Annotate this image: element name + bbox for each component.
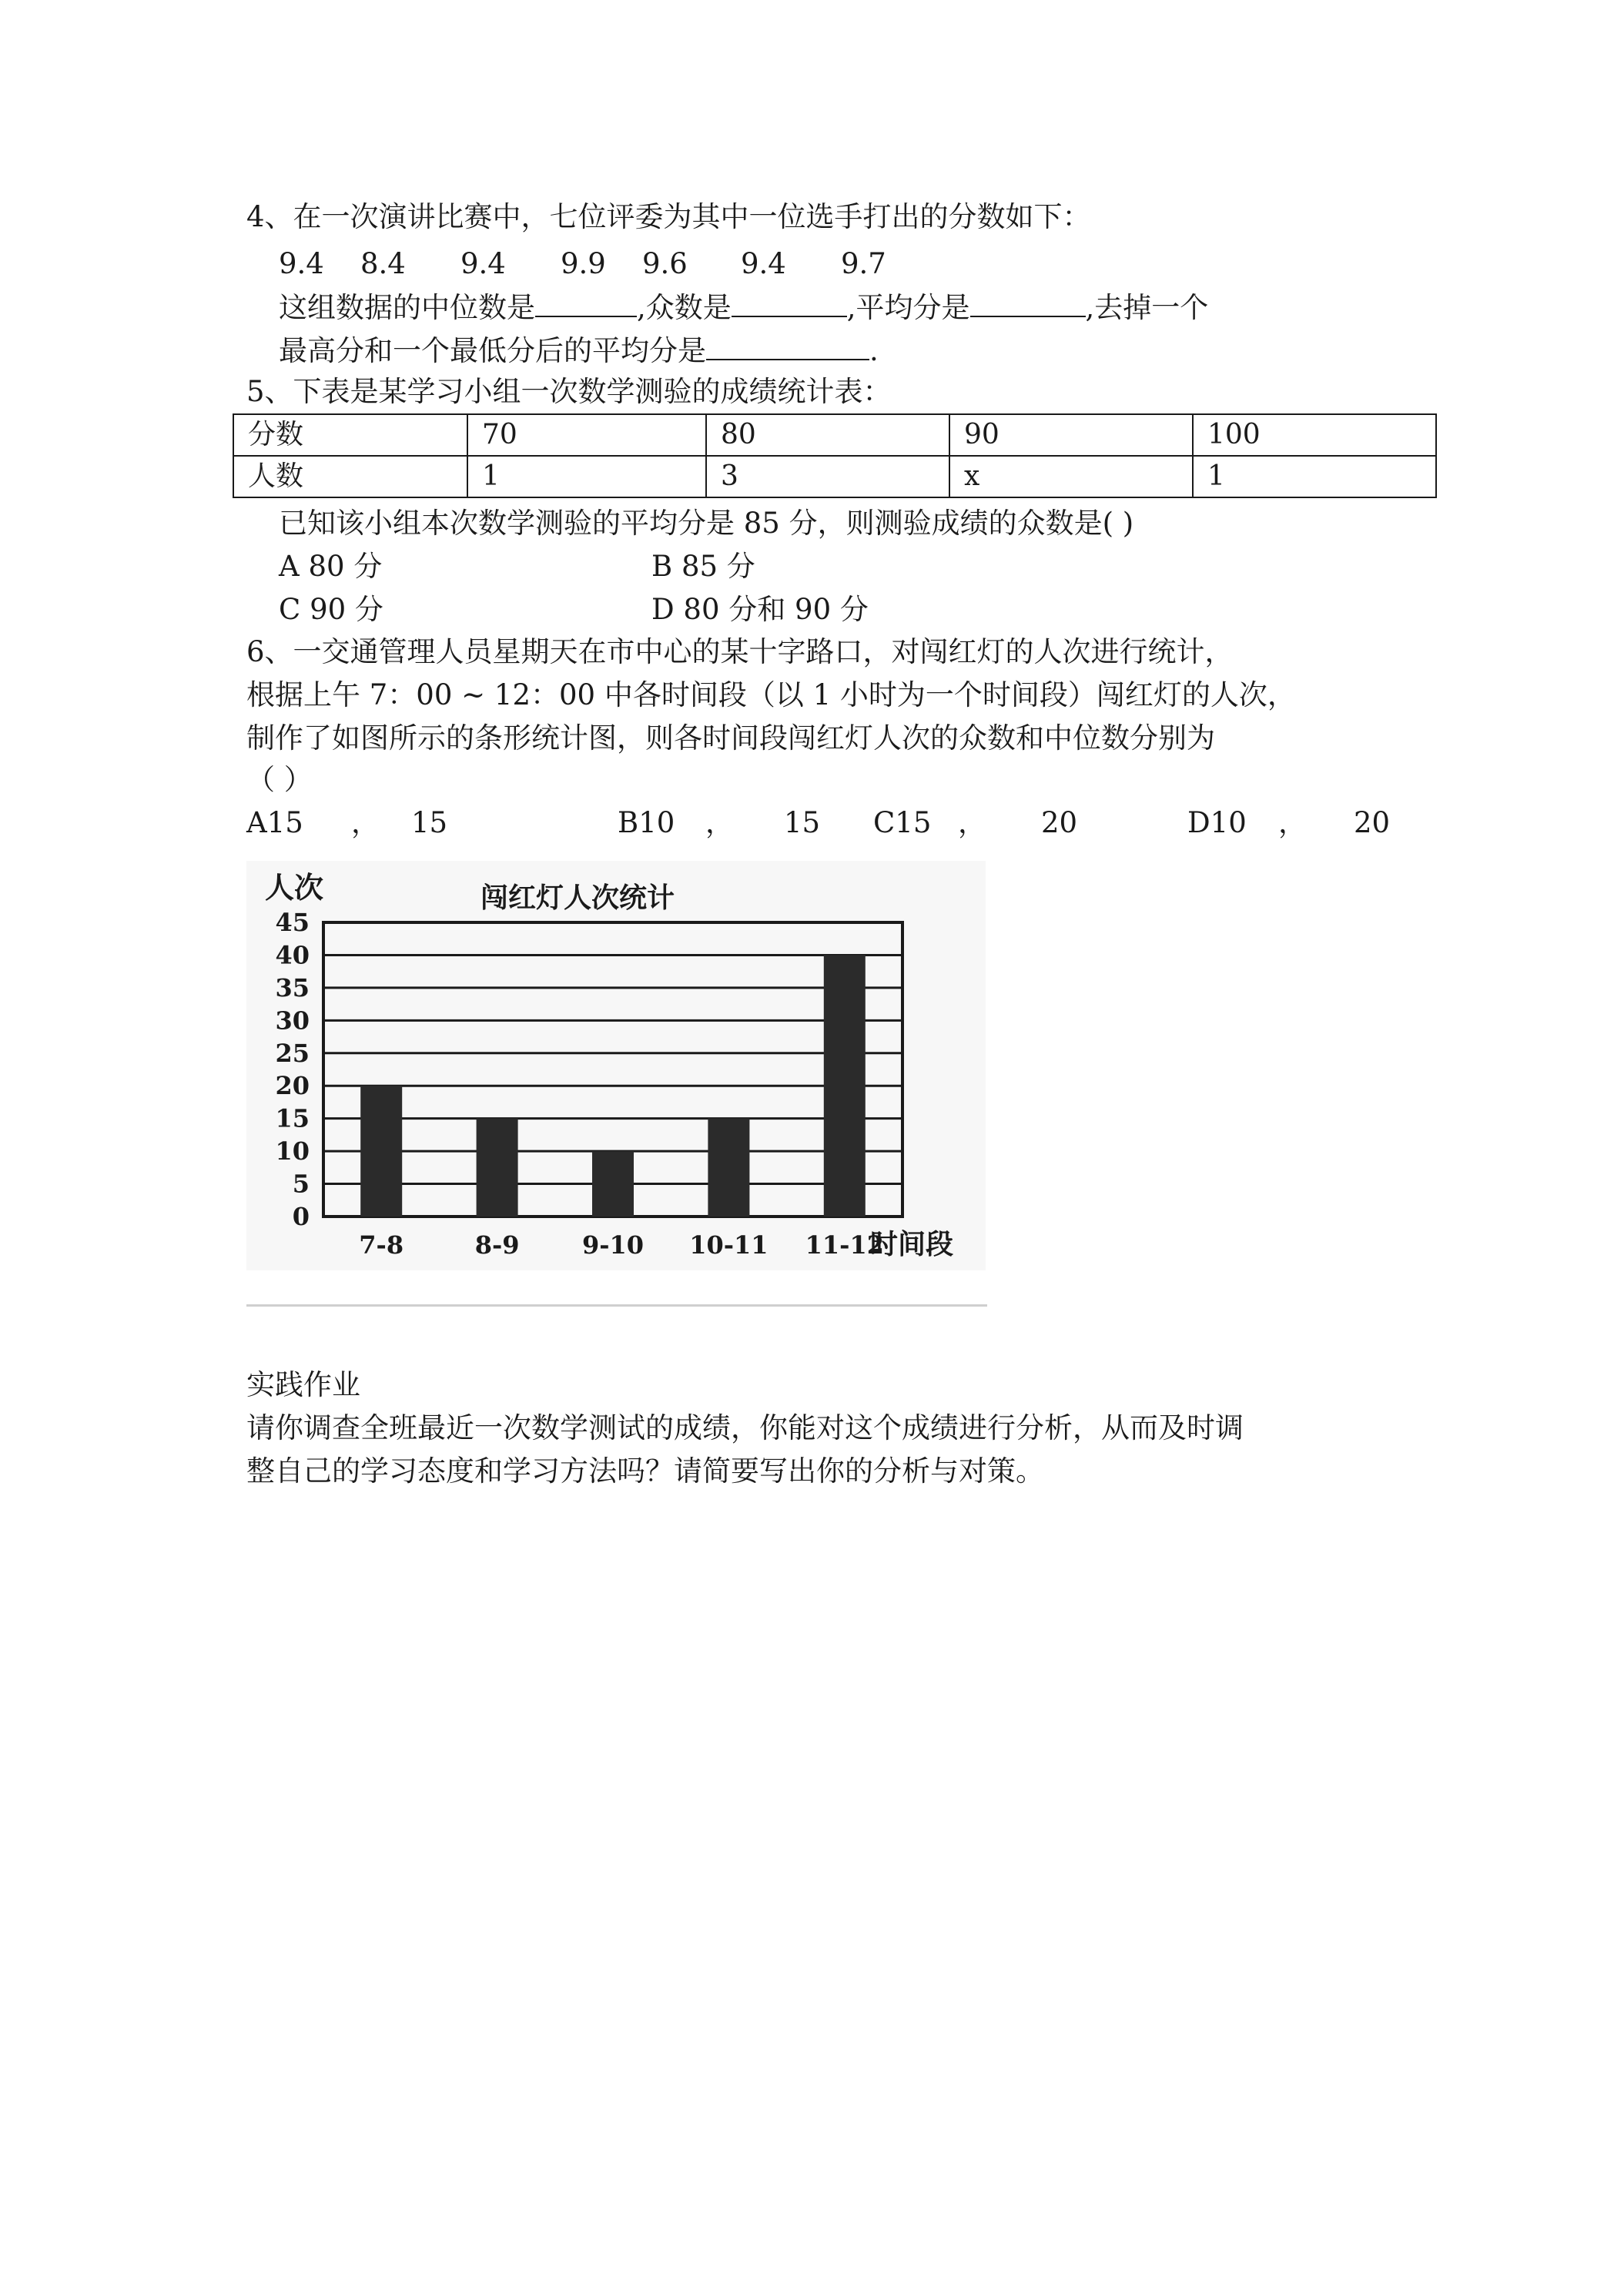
- median-answer-blank[interactable]: [535, 288, 637, 317]
- q4-text: 最高分和一个最低分后的平均分是: [279, 334, 706, 367]
- q4-score: 9.4: [741, 247, 786, 280]
- section-divider: [246, 1304, 987, 1307]
- q4-score: 9.7: [841, 247, 886, 280]
- table-cell: 1: [1193, 456, 1436, 497]
- red-light-bar-chart: [246, 861, 986, 1270]
- chart-y-tick-label: 40: [275, 940, 310, 970]
- q6-option-a-sep: ，: [351, 806, 380, 839]
- chart-bar: [824, 955, 866, 1217]
- chart-x-ticks: [359, 1230, 884, 1260]
- chart-y-ticks: [275, 908, 310, 1231]
- q5-stem: 已知该小组本次数学测验的平均分是 85 分，则测验成绩的众数是( ): [279, 507, 1134, 540]
- chart-x-tick-label: 9-10: [581, 1230, 645, 1260]
- q4-text: ,众数是: [637, 291, 732, 324]
- chart-y-tick-label: 25: [275, 1038, 310, 1068]
- chart-bar: [708, 1119, 749, 1217]
- q6-option-c-sep: ，: [958, 806, 986, 839]
- q6-option-d-sep: ，: [1278, 806, 1307, 839]
- chart-bar: [592, 1151, 634, 1217]
- practice-text-line: 请你调查全班最近一次数学测试的成绩，你能对这个成绩进行分析，从而及时调: [246, 1411, 1244, 1444]
- q5-option-a[interactable]: A 80 分: [279, 550, 383, 583]
- table-cell: 90: [949, 414, 1193, 456]
- practice-heading: 实践作业: [246, 1368, 360, 1401]
- table-cell: 人数: [233, 456, 467, 497]
- chart-x-tick-label: 7-8: [359, 1230, 404, 1260]
- q6-text-line: 制作了如图所示的条形统计图，则各时间段闯红灯人次的众数和中位数分别为: [246, 721, 1215, 755]
- q6-text-line: 6、一交通管理人员星期天在市中心的某十字路口，对闯红灯的人次进行统计，: [246, 635, 1234, 668]
- table-cell: 分数: [233, 414, 467, 456]
- q6-option-d-letter[interactable]: D10: [1187, 806, 1247, 839]
- q5-option-c[interactable]: C 90 分: [279, 593, 383, 626]
- q6-option-b-sep: ，: [705, 806, 734, 839]
- q4-question-line-2: [279, 331, 879, 370]
- table-cell: 70: [467, 414, 706, 456]
- chart-y-axis-label: 人次: [265, 870, 324, 905]
- q6-text-line: （ ）: [246, 763, 313, 796]
- q6-option-c-value: 20: [1041, 806, 1078, 839]
- q4-text: ,平均分是: [846, 291, 970, 324]
- q6-option-b-letter[interactable]: B10: [618, 806, 675, 839]
- chart-y-tick-label: 5: [292, 1169, 310, 1199]
- chart-title: 闯红灯人次统计: [480, 882, 675, 914]
- q4-score: 8.4: [360, 247, 406, 280]
- chart-y-tick-label: 20: [275, 1071, 310, 1101]
- trimmed-mean-answer-blank[interactable]: [706, 331, 869, 360]
- q5-option-b[interactable]: B 85 分: [651, 550, 755, 583]
- chart-bar: [477, 1119, 518, 1217]
- practice-text-line: 整自己的学习态度和学习方法吗？请简要写出你的分析与对策。: [246, 1454, 1044, 1488]
- chart-bar: [360, 1086, 402, 1217]
- chart-y-tick-label: 30: [275, 1006, 310, 1036]
- chart-y-tick-label: 35: [275, 972, 310, 1002]
- q4-score: 9.9: [561, 247, 606, 280]
- table-row: [233, 456, 1436, 497]
- table-cell: 100: [1193, 414, 1436, 456]
- q5-option-d[interactable]: D 80 分和 90 分: [651, 593, 869, 626]
- mode-answer-blank[interactable]: [732, 288, 847, 317]
- q6-option-c-letter[interactable]: C15: [873, 806, 932, 839]
- table-cell: 80: [706, 414, 949, 456]
- q4-text: 这组数据的中位数是: [279, 291, 535, 324]
- q4-question-line: [279, 288, 1208, 327]
- table-row: [233, 414, 1436, 456]
- q4-score: 9.4: [279, 247, 324, 280]
- mean-answer-blank[interactable]: [970, 288, 1086, 317]
- table-cell: 3: [706, 456, 949, 497]
- chart-x-tick-label: 8-9: [474, 1230, 520, 1260]
- q6-text-line: 根据上午 7：00 ~ 12：00 中各时间段（以 1 小时为一个时间段）闯红灯的人次，: [246, 678, 1296, 711]
- chart-x-axis-label: 时间段: [870, 1228, 954, 1260]
- chart-y-tick-label: 10: [275, 1136, 310, 1166]
- score-statistics-table: [233, 413, 1437, 498]
- q6-option-d-value: 20: [1354, 806, 1391, 839]
- q4-text: .: [869, 334, 879, 367]
- chart-y-tick-label: 45: [275, 908, 310, 937]
- chart-y-tick-label: 0: [292, 1202, 310, 1231]
- q4-prompt: 4、在一次演讲比赛中，七位评委为其中一位选手打出的分数如下：: [246, 200, 1091, 233]
- q6-option-a-letter[interactable]: A15: [246, 806, 303, 839]
- q4-score: 9.6: [642, 247, 688, 280]
- q5-prompt: 5、下表是某学习小组一次数学测验的成绩统计表：: [246, 375, 892, 408]
- chart-x-tick-label: 11-12: [805, 1230, 884, 1260]
- q4-text: ,去掉一个: [1085, 291, 1209, 324]
- q4-score: 9.4: [460, 247, 506, 280]
- chart-x-tick-label: 10-11: [689, 1230, 768, 1260]
- table-cell: 1: [467, 456, 706, 497]
- chart-y-tick-label: 15: [275, 1103, 310, 1133]
- q6-option-a-value: 15: [411, 806, 448, 839]
- q6-option-b-value: 15: [784, 806, 821, 839]
- table-cell: x: [949, 456, 1193, 497]
